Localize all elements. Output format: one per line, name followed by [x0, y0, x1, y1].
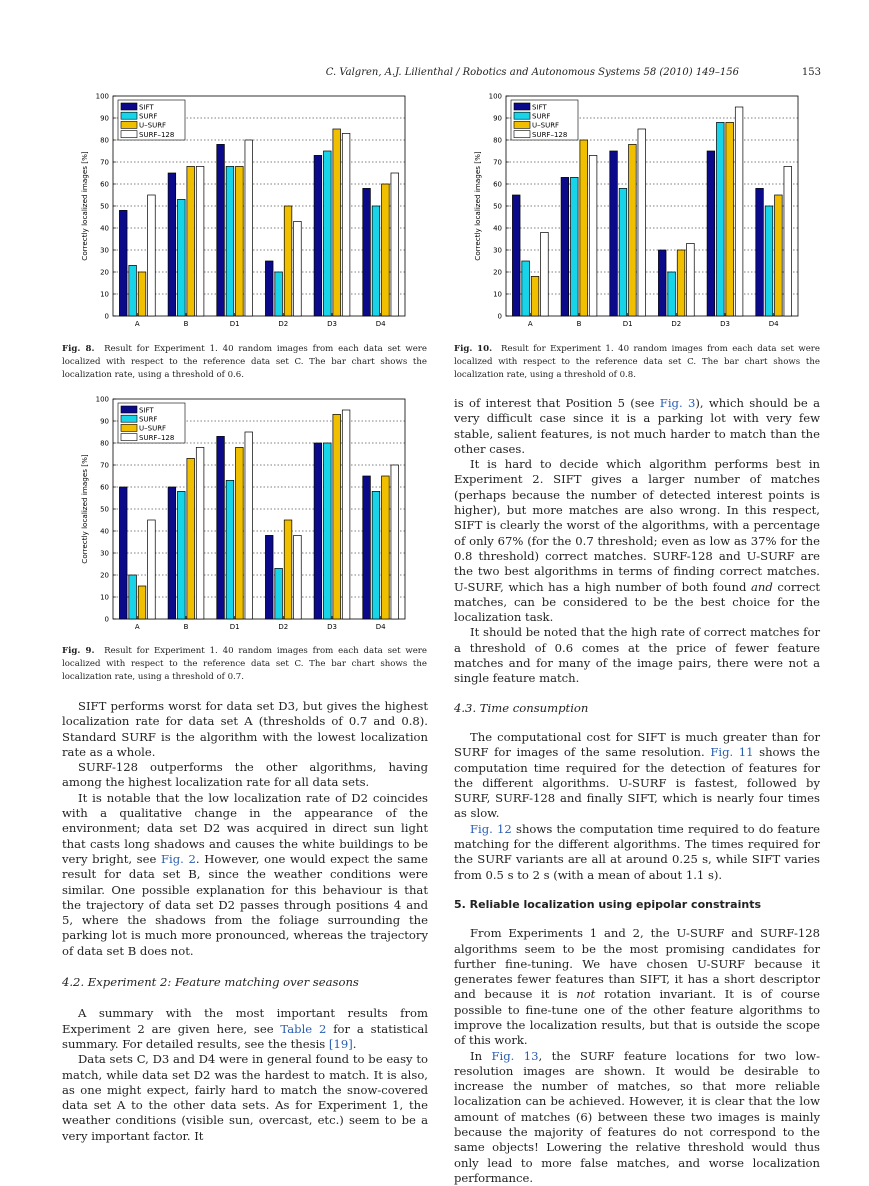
y-tick-label: 40 [493, 224, 502, 233]
x-tick-label: D1 [229, 623, 240, 631]
bar [119, 210, 127, 316]
bar [687, 243, 695, 316]
legend-label: SURF–128 [139, 433, 175, 442]
figure-8-chart [75, 90, 415, 338]
x-tick-label: B [183, 320, 189, 328]
left-column-text [62, 699, 428, 1144]
bar [391, 465, 399, 619]
y-tick-label: 20 [493, 268, 502, 277]
bar [275, 568, 283, 619]
y-tick-label: 60 [493, 180, 502, 189]
bar [187, 458, 195, 619]
y-tick-label: 100 [95, 92, 109, 101]
bar [372, 206, 380, 316]
bar [168, 487, 176, 619]
legend-label: SURF [139, 112, 158, 121]
bar [138, 272, 146, 316]
bar [275, 272, 283, 316]
bar [707, 151, 715, 316]
bar [265, 535, 273, 619]
bar [119, 487, 127, 619]
paragraph: Fig. 12 shows the computation time required to do feature matching for the different algorithms. The times required for the SURF variants are all at around 0.25 s, while SIFT varies from 0.5 s to 2 s (with a mean of about 1.1 s). [454, 821, 820, 882]
y-tick-label: 70 [493, 158, 502, 167]
subsection-heading-4-3: 4.3. Time consumption [454, 700, 589, 715]
bar [363, 476, 371, 619]
x-tick-label: B [183, 623, 189, 631]
y-axis-label: Correctly localized images [%] [473, 151, 482, 261]
legend-swatch [121, 121, 137, 128]
x-tick-label: D2 [278, 623, 289, 631]
y-axis-label: Correctly localized images [%] [80, 151, 89, 261]
bar [372, 491, 380, 619]
y-tick-label: 80 [493, 136, 502, 145]
bar [363, 188, 371, 316]
legend-swatch [514, 112, 530, 119]
figure-9-chart [75, 393, 415, 641]
y-tick-label: 10 [493, 290, 502, 299]
figure-9-caption: Fig. 9. Result for Experiment 1. 40 random images from each data set were localized with respect to the reference data set C. The bar chart shows the localization rate, using a threshold of 0.7. [62, 646, 427, 682]
x-tick-label: D1 [622, 320, 633, 328]
legend-swatch [121, 415, 137, 422]
y-tick-label: 90 [493, 114, 502, 123]
bar [531, 276, 539, 316]
bar [324, 151, 332, 316]
y-tick-label: 80 [100, 136, 109, 145]
y-tick-label: 80 [100, 439, 109, 448]
fig2-link[interactable]: Fig. 2 [161, 851, 196, 866]
y-tick-label: 60 [100, 483, 109, 492]
y-tick-label: 60 [100, 180, 109, 189]
y-tick-label: 100 [488, 92, 502, 101]
bar [168, 173, 176, 316]
bar [314, 155, 322, 316]
bar [138, 586, 146, 619]
paragraph: A summary with the most important results from Experiment 2 are given here, see Table 2 for a statistical summary. For detailed results, see the thesis [19]. [62, 1006, 428, 1051]
bar [245, 140, 253, 316]
bar [610, 151, 618, 316]
bar [148, 520, 156, 619]
bar [178, 491, 186, 619]
bar [333, 129, 341, 316]
x-tick-label: A [527, 320, 533, 328]
legend-label: SURF–128 [139, 130, 175, 139]
bar [129, 575, 137, 619]
x-tick-label: D2 [671, 320, 682, 328]
x-tick-label: D3 [327, 320, 337, 328]
bar [217, 144, 225, 316]
legend-label: U–SURF [532, 121, 560, 130]
bar [245, 432, 253, 619]
legend-label: U–SURF [139, 121, 167, 130]
bar [342, 410, 350, 619]
legend-label: SURF [139, 415, 158, 424]
legend-label: SIFT [139, 103, 154, 112]
x-tick-label: A [134, 623, 140, 631]
bar [784, 166, 792, 316]
legend-swatch [121, 103, 137, 110]
running-header [0, 67, 869, 83]
bar [561, 177, 569, 316]
y-tick-label: 20 [100, 571, 109, 580]
y-tick-label: 30 [100, 246, 109, 255]
y-tick-label: 90 [100, 417, 109, 426]
bar-chart-threshold-0.8 [468, 90, 808, 338]
x-tick-label: D4 [768, 320, 779, 328]
bar [284, 520, 292, 619]
y-tick-label: 30 [493, 246, 502, 255]
bar [717, 122, 725, 316]
x-tick-label: B [576, 320, 582, 328]
figure-10-caption: Fig. 10. Result for Experiment 1. 40 random images from each data set were localized with respect to the reference data set C. The bar chart shows the localization rate, using a threshold of 0.8. [454, 344, 820, 380]
y-tick-label: 50 [100, 505, 109, 514]
y-tick-label: 90 [100, 114, 109, 123]
page-number: 153 [801, 67, 821, 78]
y-tick-label: 10 [100, 290, 109, 299]
legend-label: U–SURF [139, 424, 167, 433]
paragraph: It is hard to decide which algorithm performs best in Experiment 2. SIFT gives a larger number of matches (perhaps because the number of detected interest points is higher), but more matches are also wrong. In this respect, SIFT is clearly the worst of the algorithms, with a percentage of only 67% (for the 0.7 threshold; even as low as 37% for the 0.8 threshold) correct matches. SURF-128 and U-SURF are the two best algorithms in terms of finding correct matches. U-SURF, which has a high number of both found and correct matches, can be considered to be the best choice for the localization task. [454, 457, 820, 625]
legend-swatch [514, 131, 530, 138]
legend-label: SIFT [532, 103, 547, 112]
paragraph: From Experiments 1 and 2, the U-SURF and SURF-128 algorithms seem to be the most promising candidates for further fine-tuning. We have chosen U-SURF because it generates fewer features than SIFT, it has a short descriptor and because it is not rotation invariant. It is of course possible to fine-tune one of the other feature algorithms to improve the localization results, but that is outside the scope of this work. [454, 926, 820, 1048]
y-tick-label: 20 [100, 268, 109, 277]
y-tick-label: 40 [100, 527, 109, 536]
paragraph: is of interest that Position 5 (see Fig. 3), which should be a very difficult case since it is a parking lot with very few stable, salient features, is not much harder to match than the other cases. [454, 396, 821, 456]
paragraph: SURF-128 outperforms the other algorithms, having among the highest localization rate for all data sets. [62, 760, 428, 790]
bar-chart-threshold-0.6 [75, 90, 415, 338]
section-heading-5: 5. Reliable localization using epipolar constraints [454, 897, 762, 911]
subsection-heading-4-2: 4.2. Experiment 2: Feature matching over seasons [62, 975, 359, 990]
bar [668, 272, 676, 316]
x-tick-label: A [134, 320, 140, 328]
bar [658, 250, 666, 316]
bar [196, 447, 204, 619]
legend-label: SURF–128 [532, 130, 568, 139]
paragraph: It is notable that the low localization rate of D2 coincides with a qualitative change in the appearance of the environment; data set D2 was acquired in direct sun light that casts long shadows and causes the white buildings to be very bright, see Fig. 2. However, one would expect the same result for data set B, since the weather conditions were similar. One possible explanation for this behaviour is that the trajectory of data set D2 passes through positions 4 and 5, where the shadows from the foliage surrounding the parking lot is much more pronounced, whereas the trajectory of data set B does not. [62, 790, 429, 958]
bar [571, 177, 579, 316]
bar [726, 122, 734, 316]
bar [638, 129, 646, 316]
fig3-link[interactable]: Fig. 3 [659, 396, 696, 410]
bar [382, 476, 390, 619]
x-tick-label: D4 [375, 623, 386, 631]
bar [148, 195, 156, 316]
legend-swatch [121, 131, 137, 138]
bar [333, 414, 341, 619]
legend-label: SURF [532, 112, 551, 121]
bar [236, 447, 244, 619]
bar [217, 436, 225, 619]
bar [314, 443, 322, 619]
legend-label: SIFT [139, 406, 154, 415]
figure-8-caption: Fig. 8. Result for Experiment 1. 40 random images from each data set were localized with respect to the reference data set C. The bar chart shows the localization rate, using a threshold of 0.6. [62, 344, 427, 380]
y-tick-label: 0 [104, 312, 109, 321]
legend-swatch [121, 434, 137, 441]
bar [522, 261, 530, 316]
bar [619, 188, 627, 316]
paragraph: It should be noted that the high rate of correct matches for a threshold of 0.6 comes at the price of fewer feature matches and for many of the image pairs, there were not a single feature match. [454, 625, 820, 686]
bar [756, 188, 764, 316]
bar [629, 144, 637, 316]
bar [294, 535, 302, 619]
bar [129, 265, 137, 316]
bar [196, 166, 204, 316]
x-tick-label: D3 [720, 320, 730, 328]
bar [226, 166, 234, 316]
thesis-ref-link[interactable]: [19] [328, 1036, 353, 1051]
x-tick-label: D3 [327, 623, 337, 631]
bar [178, 199, 186, 316]
y-tick-label: 40 [100, 224, 109, 233]
bar [580, 140, 588, 316]
fig11-link[interactable]: Fig. 11 [710, 745, 754, 760]
y-tick-label: 70 [100, 461, 109, 470]
x-tick-label: D4 [375, 320, 386, 328]
figure-10-chart [468, 90, 808, 338]
bar [765, 206, 773, 316]
bar [735, 107, 743, 316]
x-tick-label: D2 [278, 320, 289, 328]
y-tick-label: 100 [95, 395, 109, 404]
bar [512, 195, 520, 316]
bar [187, 166, 195, 316]
fig12-link[interactable]: Fig. 12 [470, 821, 512, 836]
bar [775, 195, 783, 316]
y-tick-label: 10 [100, 593, 109, 602]
y-tick-label: 30 [100, 549, 109, 558]
bar [226, 480, 234, 619]
bar [541, 232, 549, 316]
bar [589, 155, 597, 316]
paragraph: SIFT performs worst for data set D3, but gives the highest localization rate for data set A (thresholds of 0.7 and 0.8). Standard SURF is the algorithm with the lowest localization rate as a whole. [62, 699, 428, 759]
fig13-link[interactable]: Fig. 13 [491, 1048, 539, 1063]
y-tick-label: 70 [100, 158, 109, 167]
bar [265, 261, 273, 316]
table2-link[interactable]: Table 2 [280, 1021, 327, 1036]
bar [382, 184, 390, 316]
x-tick-label: D1 [229, 320, 240, 328]
bar [391, 173, 399, 316]
right-column-text [454, 396, 820, 1186]
y-axis-label: Correctly localized images [%] [80, 454, 89, 564]
legend-swatch [514, 121, 530, 128]
bar [236, 166, 244, 316]
legend-swatch [121, 424, 137, 431]
bar [342, 133, 350, 316]
y-tick-label: 0 [104, 615, 109, 624]
bar [294, 221, 302, 316]
y-tick-label: 0 [497, 312, 502, 321]
paragraph: Data sets C, D3 and D4 were in general found to be easy to match, while data set D2 was the hardest to match. It is also, as one might expect, fairly hard to match the snow-covered data set A to the other data sets. As for Experiment 1, the weather conditions (visible sun, overcast, etc.) seem to be a very important factor. It [62, 1052, 428, 1143]
legend-swatch [121, 112, 137, 119]
bar [324, 443, 332, 619]
paragraph: The computational cost for SIFT is much greater than for SURF for images of the same resolution. Fig. 11 shows the computation time required for the detection of features for the different algorithms. U-SURF is fastest, followed by SURF, SURF-128 and finally SIFT, which is nearly four times as slow. [454, 729, 820, 821]
legend-swatch [121, 406, 137, 413]
bar-chart-threshold-0.7 [75, 393, 415, 641]
y-tick-label: 50 [493, 202, 502, 211]
bar [284, 206, 292, 316]
bar [677, 250, 685, 316]
paragraph: In Fig. 13, the SURF feature locations for two low-resolution images are shown. It would be desirable to increase the number of matches, so that more reliable localization can be achieved. However, it is clear that the low amount of matches (6) between these two images is mainly because the majority of features do not correspond to the same objects! Lowering the relative threshold would thus only lead to more false matches, and worse localization performance. [454, 1048, 821, 1185]
journal-citation: C. Valgren, A.J. Lilienthal / Robotics and Autonomous Systems 58 (2010) 149–156 [325, 67, 739, 78]
legend-swatch [514, 103, 530, 110]
y-tick-label: 50 [100, 202, 109, 211]
